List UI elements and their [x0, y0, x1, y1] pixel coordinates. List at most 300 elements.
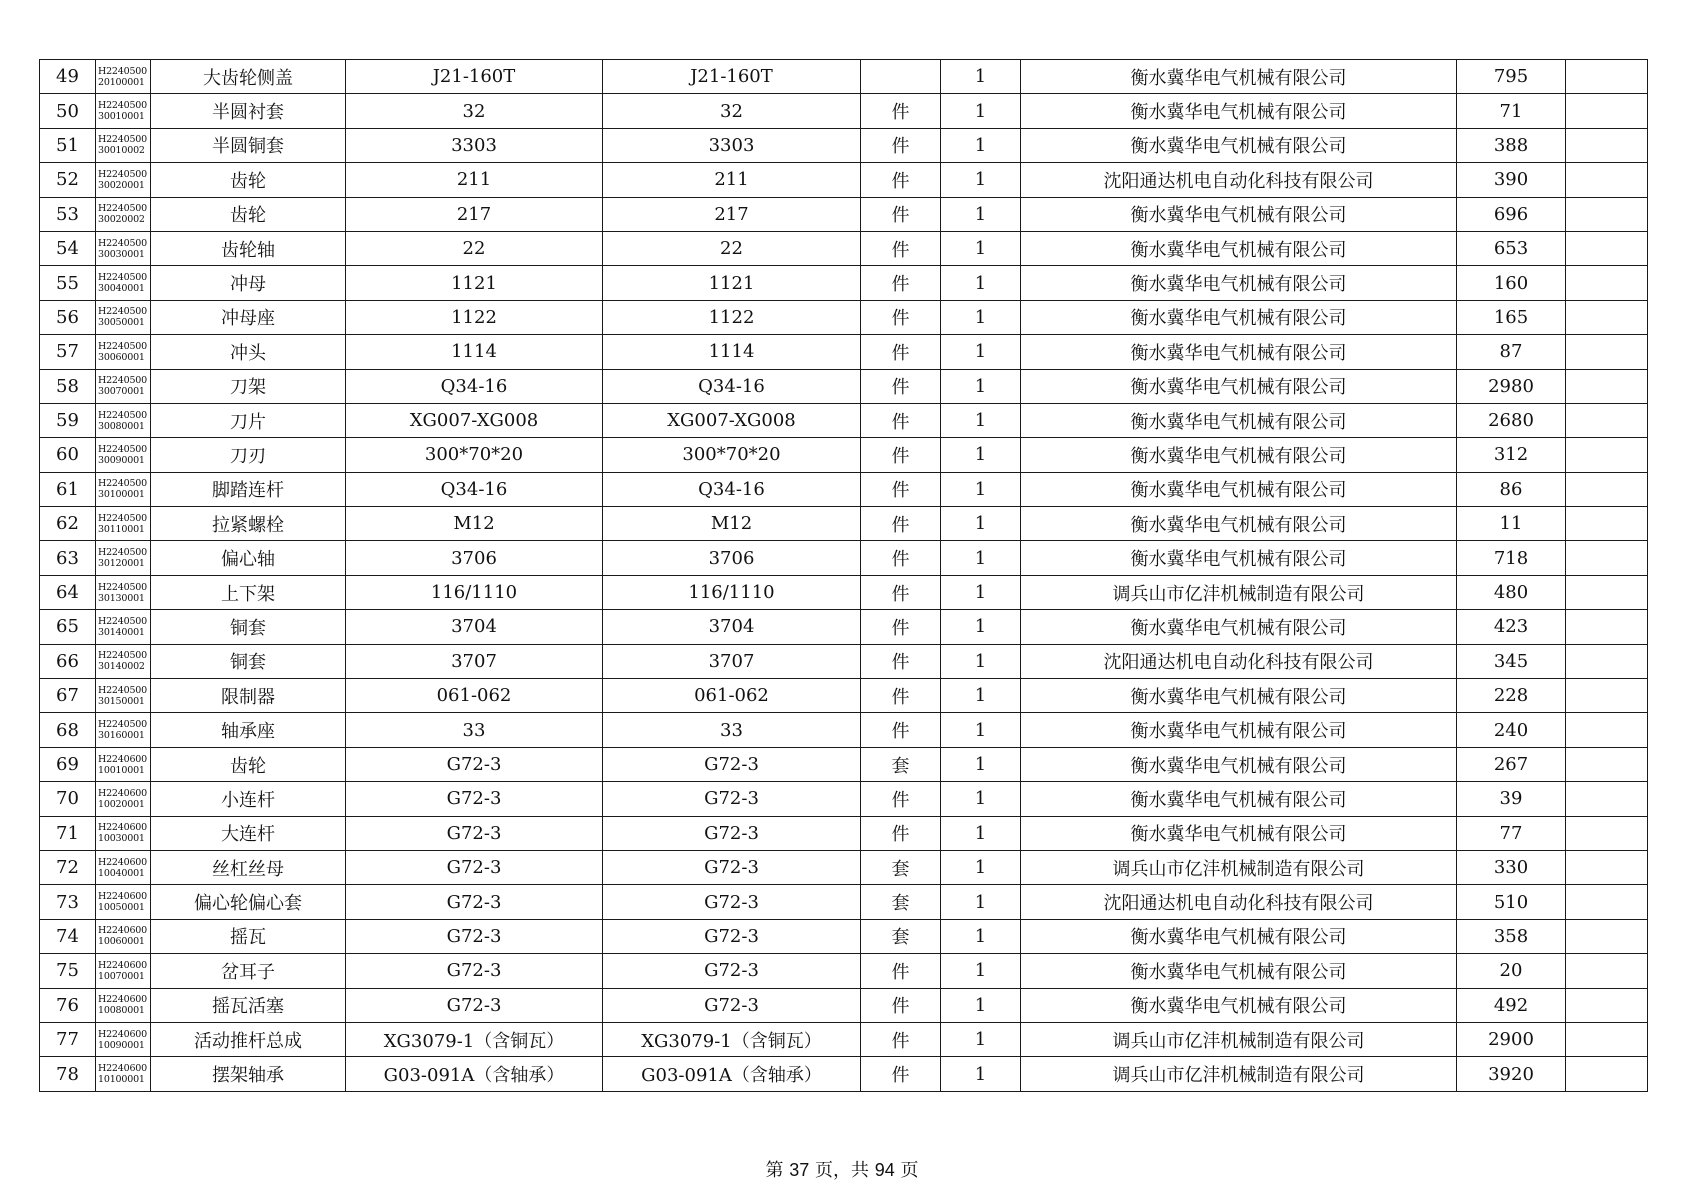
- cell-remark: [1566, 472, 1648, 506]
- cell-unit: 件: [861, 541, 941, 575]
- cell-quantity: 1: [941, 300, 1021, 334]
- cell-spec: XG3079-1（含铜瓦）: [603, 1022, 861, 1056]
- cell-part-name: 摆架轴承: [151, 1057, 346, 1091]
- cell-row-number: 49: [40, 60, 96, 94]
- cell-unit: 件: [861, 816, 941, 850]
- cell-supplier: 衡水冀华电气机械有限公司: [1021, 438, 1457, 472]
- cell-quantity: 1: [941, 988, 1021, 1022]
- cell-material-code: H224050030030001: [96, 231, 151, 265]
- table-row: [40, 60, 1648, 94]
- cell-quantity: 1: [941, 679, 1021, 713]
- cell-supplier: 调兵山市亿沣机械制造有限公司: [1021, 575, 1457, 609]
- cell-remark: [1566, 266, 1648, 300]
- cell-unit: 件: [861, 507, 941, 541]
- cell-row-number: 53: [40, 197, 96, 231]
- cell-price: 2900: [1457, 1022, 1566, 1056]
- cell-quantity: 1: [941, 747, 1021, 781]
- cell-row-number: 63: [40, 541, 96, 575]
- cell-row-number: 73: [40, 885, 96, 919]
- cell-unit: 件: [861, 266, 941, 300]
- cell-row-number: 72: [40, 850, 96, 884]
- cell-price: 2680: [1457, 403, 1566, 437]
- cell-remark: [1566, 300, 1648, 334]
- cell-quantity: 1: [941, 507, 1021, 541]
- cell-quantity: 1: [941, 816, 1021, 850]
- cell-spec: G72-3: [603, 954, 861, 988]
- cell-spec: 300*70*20: [603, 438, 861, 472]
- cell-row-number: 58: [40, 369, 96, 403]
- cell-quantity: 1: [941, 644, 1021, 678]
- cell-model-number: 3704: [346, 610, 603, 644]
- cell-row-number: 62: [40, 507, 96, 541]
- cell-part-name: 半圆铜套: [151, 128, 346, 162]
- cell-model-number: 3707: [346, 644, 603, 678]
- cell-unit: 件: [861, 94, 941, 128]
- cell-material-code: H224050030020002: [96, 197, 151, 231]
- cell-supplier: 衡水冀华电气机械有限公司: [1021, 300, 1457, 334]
- cell-unit: 件: [861, 197, 941, 231]
- cell-row-number: 59: [40, 403, 96, 437]
- cell-quantity: 1: [941, 60, 1021, 94]
- cell-part-name: 岔耳子: [151, 954, 346, 988]
- cell-supplier: 衡水冀华电气机械有限公司: [1021, 782, 1457, 816]
- cell-remark: [1566, 850, 1648, 884]
- cell-part-name: 小连杆: [151, 782, 346, 816]
- cell-supplier: 衡水冀华电气机械有限公司: [1021, 231, 1457, 265]
- cell-spec: G72-3: [603, 885, 861, 919]
- cell-price: 87: [1457, 335, 1566, 369]
- cell-quantity: 1: [941, 403, 1021, 437]
- cell-model-number: G72-3: [346, 782, 603, 816]
- cell-spec: 3707: [603, 644, 861, 678]
- table-row: [40, 713, 1648, 747]
- cell-part-name: 齿轮: [151, 197, 346, 231]
- cell-material-code: H224050030070001: [96, 369, 151, 403]
- cell-remark: [1566, 369, 1648, 403]
- cell-material-code: H224050030020001: [96, 163, 151, 197]
- parts-table: [39, 59, 1648, 1092]
- cell-quantity: 1: [941, 850, 1021, 884]
- cell-material-code: H224050030110001: [96, 507, 151, 541]
- table-row: [40, 988, 1648, 1022]
- cell-material-code: H224050030090001: [96, 438, 151, 472]
- cell-spec: 22: [603, 231, 861, 265]
- cell-remark: [1566, 885, 1648, 919]
- cell-spec: 32: [603, 94, 861, 128]
- total-pages: 94: [874, 1160, 895, 1180]
- table-row: [40, 782, 1648, 816]
- cell-unit: 件: [861, 403, 941, 437]
- cell-spec: 217: [603, 197, 861, 231]
- cell-remark: [1566, 954, 1648, 988]
- cell-material-code: H224060010020001: [96, 782, 151, 816]
- cell-supplier: 沈阳通达机电自动化科技有限公司: [1021, 644, 1457, 678]
- cell-price: 390: [1457, 163, 1566, 197]
- cell-part-name: 冲头: [151, 335, 346, 369]
- cell-remark: [1566, 60, 1648, 94]
- cell-price: 312: [1457, 438, 1566, 472]
- cell-row-number: 52: [40, 163, 96, 197]
- cell-material-code: H224060010070001: [96, 954, 151, 988]
- cell-model-number: 1122: [346, 300, 603, 334]
- table-row: [40, 128, 1648, 162]
- cell-part-name: 上下架: [151, 575, 346, 609]
- cell-supplier: 调兵山市亿沣机械制造有限公司: [1021, 1057, 1457, 1091]
- cell-material-code: H224050030040001: [96, 266, 151, 300]
- cell-price: 228: [1457, 679, 1566, 713]
- cell-remark: [1566, 747, 1648, 781]
- cell-price: 718: [1457, 541, 1566, 575]
- cell-supplier: 衡水冀华电气机械有限公司: [1021, 472, 1457, 506]
- cell-price: 696: [1457, 197, 1566, 231]
- cell-remark: [1566, 679, 1648, 713]
- footer-prefix: 第: [765, 1160, 784, 1181]
- cell-spec: G72-3: [603, 919, 861, 953]
- cell-row-number: 66: [40, 644, 96, 678]
- cell-row-number: 68: [40, 713, 96, 747]
- cell-model-number: 3303: [346, 128, 603, 162]
- cell-spec: M12: [603, 507, 861, 541]
- cell-model-number: G72-3: [346, 988, 603, 1022]
- cell-supplier: 沈阳通达机电自动化科技有限公司: [1021, 885, 1457, 919]
- cell-material-code: H224050030140001: [96, 610, 151, 644]
- table-row: [40, 747, 1648, 781]
- table-row: [40, 472, 1648, 506]
- cell-price: 510: [1457, 885, 1566, 919]
- cell-model-number: 217: [346, 197, 603, 231]
- cell-material-code: H224050030060001: [96, 335, 151, 369]
- cell-part-name: 半圆衬套: [151, 94, 346, 128]
- current-page: 37: [789, 1160, 810, 1180]
- cell-price: 20: [1457, 954, 1566, 988]
- cell-row-number: 71: [40, 816, 96, 850]
- cell-supplier: 衡水冀华电气机械有限公司: [1021, 507, 1457, 541]
- cell-spec: 061-062: [603, 679, 861, 713]
- cell-material-code: H224050030010002: [96, 128, 151, 162]
- cell-remark: [1566, 919, 1648, 953]
- cell-part-name: 轴承座: [151, 713, 346, 747]
- cell-model-number: G03-091A（含轴承）: [346, 1057, 603, 1091]
- cell-part-name: 活动推杆总成: [151, 1022, 346, 1056]
- cell-remark: [1566, 507, 1648, 541]
- cell-unit: 件: [861, 472, 941, 506]
- cell-row-number: 67: [40, 679, 96, 713]
- cell-part-name: 刀片: [151, 403, 346, 437]
- cell-row-number: 76: [40, 988, 96, 1022]
- cell-material-code: H224060010060001: [96, 919, 151, 953]
- cell-model-number: 116/1110: [346, 575, 603, 609]
- cell-unit: 件: [861, 300, 941, 334]
- cell-spec: Q34-16: [603, 472, 861, 506]
- table-row: [40, 300, 1648, 334]
- cell-price: 2980: [1457, 369, 1566, 403]
- cell-quantity: 1: [941, 335, 1021, 369]
- cell-unit: 件: [861, 679, 941, 713]
- table-row: [40, 1057, 1648, 1091]
- cell-row-number: 77: [40, 1022, 96, 1056]
- cell-unit: 件: [861, 163, 941, 197]
- cell-spec: 3303: [603, 128, 861, 162]
- cell-model-number: G72-3: [346, 816, 603, 850]
- cell-material-code: H224050030050001: [96, 300, 151, 334]
- cell-model-number: G72-3: [346, 954, 603, 988]
- cell-spec: 116/1110: [603, 575, 861, 609]
- cell-quantity: 1: [941, 954, 1021, 988]
- cell-material-code: H224050030100001: [96, 472, 151, 506]
- cell-unit: 件: [861, 335, 941, 369]
- cell-price: 39: [1457, 782, 1566, 816]
- cell-spec: 3704: [603, 610, 861, 644]
- cell-quantity: 1: [941, 197, 1021, 231]
- cell-quantity: 1: [941, 919, 1021, 953]
- cell-quantity: 1: [941, 885, 1021, 919]
- table-row: [40, 816, 1648, 850]
- table-row: [40, 850, 1648, 884]
- cell-material-code: H224060010100001: [96, 1057, 151, 1091]
- cell-spec: G72-3: [603, 747, 861, 781]
- cell-row-number: 65: [40, 610, 96, 644]
- cell-spec: G72-3: [603, 850, 861, 884]
- cell-supplier: 衡水冀华电气机械有限公司: [1021, 369, 1457, 403]
- cell-supplier: 衡水冀华电气机械有限公司: [1021, 60, 1457, 94]
- cell-part-name: 齿轮: [151, 747, 346, 781]
- cell-spec: 3706: [603, 541, 861, 575]
- cell-row-number: 54: [40, 231, 96, 265]
- cell-quantity: 1: [941, 1057, 1021, 1091]
- cell-price: 330: [1457, 850, 1566, 884]
- cell-supplier: 衡水冀华电气机械有限公司: [1021, 266, 1457, 300]
- cell-material-code: H224060010010001: [96, 747, 151, 781]
- cell-supplier: 衡水冀华电气机械有限公司: [1021, 541, 1457, 575]
- table-row: [40, 507, 1648, 541]
- cell-supplier: 调兵山市亿沣机械制造有限公司: [1021, 1022, 1457, 1056]
- cell-row-number: 57: [40, 335, 96, 369]
- cell-remark: [1566, 610, 1648, 644]
- cell-remark: [1566, 816, 1648, 850]
- cell-row-number: 74: [40, 919, 96, 953]
- cell-model-number: 32: [346, 94, 603, 128]
- cell-remark: [1566, 438, 1648, 472]
- cell-part-name: 偏心轴: [151, 541, 346, 575]
- cell-price: 86: [1457, 472, 1566, 506]
- cell-material-code: H224050030120001: [96, 541, 151, 575]
- cell-material-code: H224060010080001: [96, 988, 151, 1022]
- cell-row-number: 69: [40, 747, 96, 781]
- cell-unit: 件: [861, 575, 941, 609]
- cell-remark: [1566, 644, 1648, 678]
- cell-remark: [1566, 403, 1648, 437]
- cell-row-number: 51: [40, 128, 96, 162]
- cell-quantity: 1: [941, 231, 1021, 265]
- cell-supplier: 衡水冀华电气机械有限公司: [1021, 128, 1457, 162]
- cell-quantity: 1: [941, 163, 1021, 197]
- cell-model-number: 211: [346, 163, 603, 197]
- table-row: [40, 610, 1648, 644]
- cell-spec: 1114: [603, 335, 861, 369]
- cell-spec: 1122: [603, 300, 861, 334]
- cell-spec: 1121: [603, 266, 861, 300]
- cell-material-code: H224050030150001: [96, 679, 151, 713]
- footer-middle: 页，共: [815, 1160, 869, 1181]
- cell-quantity: 1: [941, 438, 1021, 472]
- cell-part-name: 摇瓦活塞: [151, 988, 346, 1022]
- cell-unit: 件: [861, 1057, 941, 1091]
- cell-part-name: 脚踏连杆: [151, 472, 346, 506]
- cell-model-number: G72-3: [346, 850, 603, 884]
- cell-remark: [1566, 988, 1648, 1022]
- cell-spec: G72-3: [603, 816, 861, 850]
- cell-supplier: 调兵山市亿沣机械制造有限公司: [1021, 850, 1457, 884]
- cell-material-code: H224060010030001: [96, 816, 151, 850]
- cell-unit: 套: [861, 885, 941, 919]
- cell-model-number: XG3079-1（含铜瓦）: [346, 1022, 603, 1056]
- cell-part-name: 摇瓦: [151, 919, 346, 953]
- cell-quantity: 1: [941, 1022, 1021, 1056]
- cell-price: 492: [1457, 988, 1566, 1022]
- cell-remark: [1566, 1057, 1648, 1091]
- cell-spec: G72-3: [603, 988, 861, 1022]
- cell-supplier: 衡水冀华电气机械有限公司: [1021, 335, 1457, 369]
- cell-spec: 33: [603, 713, 861, 747]
- table-row: [40, 954, 1648, 988]
- cell-part-name: 铜套: [151, 610, 346, 644]
- table-row: [40, 885, 1648, 919]
- cell-unit: 件: [861, 1022, 941, 1056]
- cell-price: 358: [1457, 919, 1566, 953]
- cell-price: 77: [1457, 816, 1566, 850]
- cell-unit: [861, 60, 941, 94]
- cell-spec: G03-091A（含轴承）: [603, 1057, 861, 1091]
- table-row: [40, 644, 1648, 678]
- cell-supplier: 衡水冀华电气机械有限公司: [1021, 816, 1457, 850]
- cell-quantity: 1: [941, 713, 1021, 747]
- cell-part-name: 限制器: [151, 679, 346, 713]
- cell-supplier: 衡水冀华电气机械有限公司: [1021, 954, 1457, 988]
- cell-remark: [1566, 1022, 1648, 1056]
- cell-material-code: H224050030080001: [96, 403, 151, 437]
- cell-row-number: 70: [40, 782, 96, 816]
- cell-remark: [1566, 782, 1648, 816]
- cell-row-number: 55: [40, 266, 96, 300]
- cell-part-name: 刀架: [151, 369, 346, 403]
- cell-supplier: 衡水冀华电气机械有限公司: [1021, 403, 1457, 437]
- cell-model-number: 3706: [346, 541, 603, 575]
- table-row: [40, 197, 1648, 231]
- cell-part-name: 冲母: [151, 266, 346, 300]
- cell-material-code: H224050030140002: [96, 644, 151, 678]
- cell-unit: 套: [861, 919, 941, 953]
- cell-model-number: 1121: [346, 266, 603, 300]
- cell-model-number: 300*70*20: [346, 438, 603, 472]
- cell-model-number: 33: [346, 713, 603, 747]
- footer-suffix: 页: [900, 1160, 919, 1181]
- cell-remark: [1566, 94, 1648, 128]
- cell-quantity: 1: [941, 472, 1021, 506]
- cell-row-number: 61: [40, 472, 96, 506]
- cell-supplier: 衡水冀华电气机械有限公司: [1021, 713, 1457, 747]
- cell-model-number: Q34-16: [346, 369, 603, 403]
- cell-quantity: 1: [941, 782, 1021, 816]
- cell-part-name: 大连杆: [151, 816, 346, 850]
- cell-price: 71: [1457, 94, 1566, 128]
- table-row: [40, 231, 1648, 265]
- cell-remark: [1566, 231, 1648, 265]
- cell-spec: Q34-16: [603, 369, 861, 403]
- cell-price: 160: [1457, 266, 1566, 300]
- cell-part-name: 齿轮: [151, 163, 346, 197]
- cell-model-number: 22: [346, 231, 603, 265]
- cell-model-number: 061-062: [346, 679, 603, 713]
- cell-spec: 211: [603, 163, 861, 197]
- cell-quantity: 1: [941, 575, 1021, 609]
- cell-remark: [1566, 128, 1648, 162]
- cell-spec: G72-3: [603, 782, 861, 816]
- table-row: [40, 369, 1648, 403]
- cell-quantity: 1: [941, 94, 1021, 128]
- cell-price: 388: [1457, 128, 1566, 162]
- cell-model-number: Q34-16: [346, 472, 603, 506]
- cell-row-number: 56: [40, 300, 96, 334]
- cell-material-code: H224060010050001: [96, 885, 151, 919]
- cell-unit: 件: [861, 782, 941, 816]
- cell-unit: 件: [861, 231, 941, 265]
- cell-quantity: 1: [941, 541, 1021, 575]
- cell-price: 11: [1457, 507, 1566, 541]
- cell-part-name: 齿轮轴: [151, 231, 346, 265]
- cell-price: 480: [1457, 575, 1566, 609]
- cell-price: 653: [1457, 231, 1566, 265]
- cell-part-name: 大齿轮侧盖: [151, 60, 346, 94]
- cell-model-number: XG007-XG008: [346, 403, 603, 437]
- table-row: [40, 163, 1648, 197]
- cell-price: 267: [1457, 747, 1566, 781]
- cell-model-number: J21-160T: [346, 60, 603, 94]
- cell-material-code: H224060010090001: [96, 1022, 151, 1056]
- cell-supplier: 衡水冀华电气机械有限公司: [1021, 988, 1457, 1022]
- cell-price: 423: [1457, 610, 1566, 644]
- cell-quantity: 1: [941, 610, 1021, 644]
- cell-material-code: H224050030010001: [96, 94, 151, 128]
- table-row: [40, 679, 1648, 713]
- cell-material-code: H224050030160001: [96, 713, 151, 747]
- cell-remark: [1566, 541, 1648, 575]
- table-row: [40, 1022, 1648, 1056]
- cell-unit: 件: [861, 988, 941, 1022]
- cell-material-code: H224050020100001: [96, 60, 151, 94]
- cell-row-number: 75: [40, 954, 96, 988]
- cell-row-number: 64: [40, 575, 96, 609]
- cell-unit: 件: [861, 369, 941, 403]
- cell-model-number: G72-3: [346, 885, 603, 919]
- cell-model-number: G72-3: [346, 919, 603, 953]
- cell-part-name: 冲母座: [151, 300, 346, 334]
- cell-spec: J21-160T: [603, 60, 861, 94]
- cell-model-number: 1114: [346, 335, 603, 369]
- cell-spec: XG007-XG008: [603, 403, 861, 437]
- cell-quantity: 1: [941, 369, 1021, 403]
- cell-unit: 套: [861, 850, 941, 884]
- cell-price: 795: [1457, 60, 1566, 94]
- table-row: [40, 919, 1648, 953]
- table-row: [40, 438, 1648, 472]
- cell-unit: 件: [861, 713, 941, 747]
- cell-part-name: 刀刃: [151, 438, 346, 472]
- cell-supplier: 衡水冀华电气机械有限公司: [1021, 610, 1457, 644]
- cell-remark: [1566, 335, 1648, 369]
- cell-remark: [1566, 713, 1648, 747]
- table-row: [40, 403, 1648, 437]
- cell-price: 345: [1457, 644, 1566, 678]
